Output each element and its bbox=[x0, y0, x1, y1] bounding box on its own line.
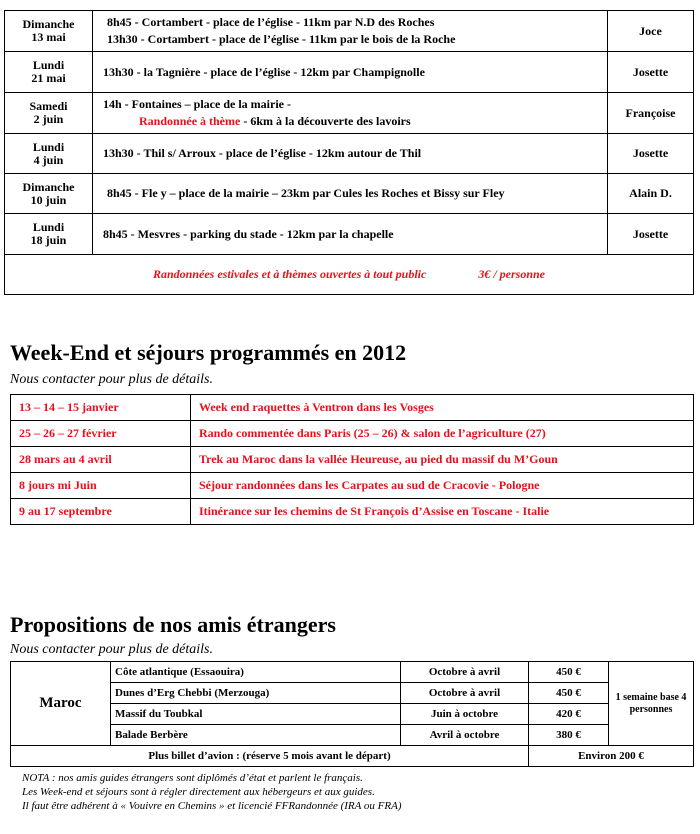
season: Octobre à avril bbox=[401, 662, 529, 683]
footer-price: 3€ / personne bbox=[478, 267, 545, 281]
table-row bbox=[5, 11, 694, 52]
day-cell: Dimanche 10 juin bbox=[5, 174, 93, 214]
guide-name: Josette bbox=[608, 214, 694, 255]
table-footer-row bbox=[5, 255, 694, 295]
hike-description: 14h - Fontaines – place de la mairie - Randonnée à thème - 6km à la découverte des lavoirs bbox=[93, 93, 608, 134]
table-row bbox=[11, 421, 694, 447]
table-row bbox=[5, 93, 694, 134]
weekend-description: Itinérance sur les chemins de St François d’Assise en Toscane - Italie bbox=[191, 499, 694, 525]
table-row bbox=[11, 395, 694, 421]
propositions-section-title: Propositions de nos amis étrangers bbox=[10, 612, 336, 637]
weekend-table bbox=[10, 394, 694, 525]
nota-line: NOTA : nos amis guides étrangers sont diplômés d’état et parlent le français. bbox=[22, 772, 363, 784]
table-row bbox=[11, 473, 694, 499]
propositions-table bbox=[10, 661, 694, 767]
destination: Massif du Toubkal bbox=[111, 704, 401, 725]
destination: Dunes d’Erg Chebbi (Merzouga) bbox=[111, 683, 401, 704]
day-cell: Samedi 2 juin bbox=[5, 93, 93, 134]
price: 450 € bbox=[529, 683, 609, 704]
season: Octobre à avril bbox=[401, 683, 529, 704]
hike-description: 13h30 - la Tagnière - place de l’église - 12km par Champignolle bbox=[93, 52, 608, 93]
weekend-description: Trek au Maroc dans la vallée Heureuse, au pied du massif du M’Goun bbox=[191, 447, 694, 473]
propositions-subtitle: Nous contacter pour plus de détails. bbox=[10, 642, 213, 657]
guide-name: Josette bbox=[608, 134, 694, 174]
flight-extra-label: Plus billet d’avion : (réserve 5 mois avant le départ) bbox=[11, 746, 529, 767]
hike-description: 8h45 - Cortambert - place de l’église - 11km par N.D des Roches 13h30 - Cortambert - place de l’église - 11km par le bois de la Roche bbox=[93, 11, 608, 52]
table-row bbox=[5, 214, 694, 255]
table-row bbox=[11, 683, 694, 704]
flight-extra-price: Environ 200 € bbox=[529, 746, 694, 767]
season: Juin à octobre bbox=[401, 704, 529, 725]
guide-name: Joce bbox=[608, 11, 694, 52]
season: Avril à octobre bbox=[401, 725, 529, 746]
weekend-dates: 25 – 26 – 27 février bbox=[11, 421, 191, 447]
guide-name: Alain D. bbox=[608, 174, 694, 214]
day-cell: Dimanche 13 mai bbox=[5, 11, 93, 52]
table-row bbox=[11, 662, 694, 683]
weekend-dates: 8 jours mi Juin bbox=[11, 473, 191, 499]
weekend-section-title: Week-End et séjours programmés en 2012 bbox=[10, 340, 407, 365]
weekend-dates: 28 mars au 4 avril bbox=[11, 447, 191, 473]
hike-description: 13h30 - Thil s/ Arroux - place de l’église - 12km autour de Thil bbox=[93, 134, 608, 174]
table-row bbox=[11, 746, 694, 767]
table-row bbox=[5, 52, 694, 93]
price: 450 € bbox=[529, 662, 609, 683]
weekend-dates: 13 – 14 – 15 janvier bbox=[11, 395, 191, 421]
table-row bbox=[11, 499, 694, 525]
table-row bbox=[11, 447, 694, 473]
nota-line: Il faut être adhérent à « Vouivre en Chemins » et licencié FFRandonnée (IRA ou FRA) bbox=[22, 800, 402, 812]
weekend-description: Rando commentée dans Paris (25 – 26) & salon de l’agriculture (27) bbox=[191, 421, 694, 447]
price: 380 € bbox=[529, 725, 609, 746]
day-cell: Lundi 21 mai bbox=[5, 52, 93, 93]
day-cell: Lundi 4 juin bbox=[5, 134, 93, 174]
weekend-description: Week end raquettes à Ventron dans les Vosges bbox=[191, 395, 694, 421]
weekend-description: Séjour randonnées dans les Carpates au sud de Cracovie - Pologne bbox=[191, 473, 694, 499]
table-row bbox=[11, 725, 694, 746]
country-cell: Maroc bbox=[11, 662, 111, 746]
nota-line: Les Week-end et séjours sont à régler directement aux hébergeurs et aux guides. bbox=[22, 786, 375, 798]
guide-name: Françoise bbox=[608, 93, 694, 134]
destination: Balade Berbère bbox=[111, 725, 401, 746]
hike-description: 8h45 - Mesvres - parking du stade - 12km par la chapelle bbox=[93, 214, 608, 255]
day-cell: Lundi 18 juin bbox=[5, 214, 93, 255]
weekend-dates: 9 au 17 septembre bbox=[11, 499, 191, 525]
table-row bbox=[5, 174, 694, 214]
guide-name: Josette bbox=[608, 52, 694, 93]
hike-description: 8h45 - Fle y – place de la mairie – 23km par Cules les Roches et Bissy sur Fley bbox=[93, 174, 608, 214]
hike-schedule-table bbox=[4, 10, 694, 295]
destination: Côte atlantique (Essaouira) bbox=[111, 662, 401, 683]
theme-hike-label: Randonnée à thème bbox=[139, 114, 241, 128]
schedule-footer: Randonnées estivales et à thèmes ouvertes à tout public 3€ / personne bbox=[5, 255, 694, 295]
duration-note: 1 semaine base 4 personnes bbox=[609, 662, 694, 746]
table-row bbox=[11, 704, 694, 725]
table-row bbox=[5, 134, 694, 174]
weekend-subtitle: Nous contacter pour plus de détails. bbox=[10, 372, 213, 387]
price: 420 € bbox=[529, 704, 609, 725]
